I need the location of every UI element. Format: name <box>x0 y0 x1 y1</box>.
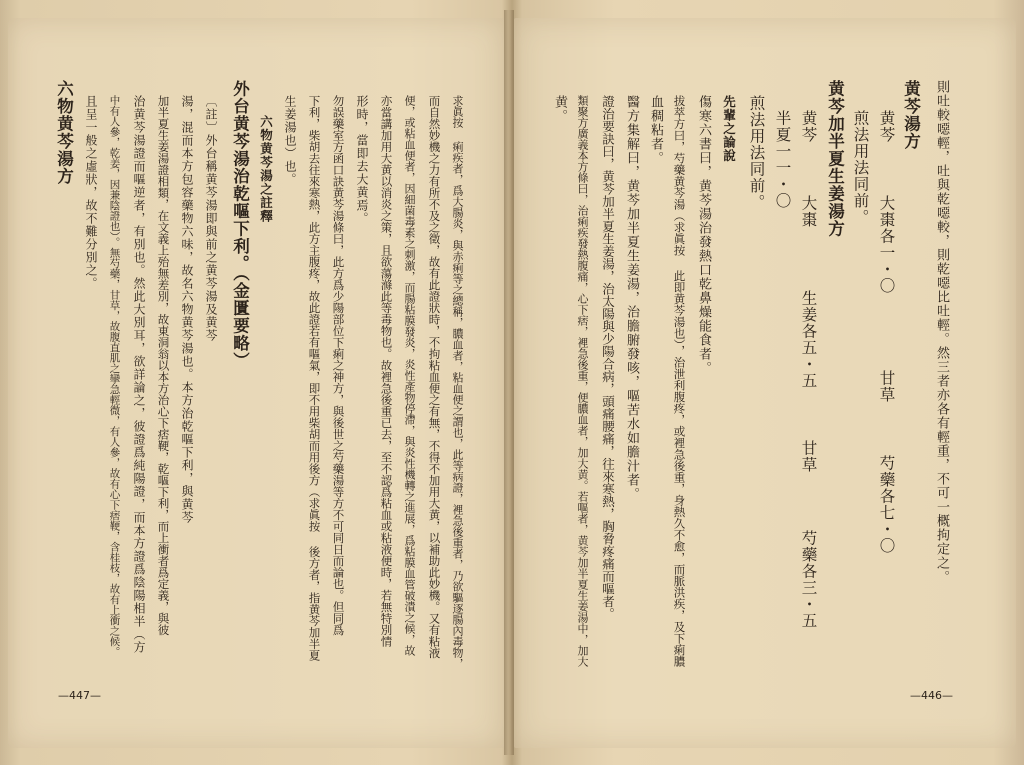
commentary-line: 生姜湯也）也。 <box>283 95 297 186</box>
formula-title-huangqin-banxia: 黄芩加半夏生姜湯方 <box>825 80 845 238</box>
page-number-left: —447— <box>58 689 101 702</box>
commentary-line: 便，或粘血便者，因細菌毒素之刺激，而腸粘膜發炎，炎性產物停滯，與炎性機轉之進展，爲粘膜血管破潰之候，故 <box>403 95 416 656</box>
commentary-line: 求眞按 痢疾者，爲大腸炎，與赤痢等之總稱，膿血者，粘血便之謂也，此等病證，裡急後重者，乃欲驅逐腸內毒物， <box>451 95 464 669</box>
ingredient: 黄芩 <box>877 110 896 143</box>
annotation-line: 湯，混而本方包容藥物六味，故名六物黄芩湯也。本方治乾嘔下利，與黄芩 <box>180 95 194 524</box>
quotation-line: 類聚方廣義本方條曰，治痢疾發熱腹痛，心下痞，裡急後重，便膿血者，加大黄。若嘔者，黄芩加半夏生姜湯中，加大 <box>576 95 589 667</box>
annotation-line: 中有人參，乾姜，因兼陰證也）。無芍藥，甘草，故腹直肌之攣急輕微，有人參，故有心下痞鞕，含桂枝，故有上衝之候。 <box>108 95 121 657</box>
commentary-line: 亦當講加用大黄以消炎之策，且欲蕩滌此等毒物也。故裡急後重已去，至不認爲粘血或粘液便時，若無特別情 <box>379 95 394 647</box>
commentary-line: 勿誤藥室方函口訣黄芩湯條曰，此方爲少陽部位下痢之神方，與後世之芍藥湯等方不可同日而論也。但同爲 <box>331 95 346 636</box>
preparation-note: 煎法用法同前。 <box>747 95 766 211</box>
quotation-line: 拔萃方曰，芍藥黄芩湯（求眞按 此即黄芩湯也），治泄利腹疼，或裡急後重，身熱久不愈，而脈洪疾，及下痢膿 <box>672 95 687 667</box>
ingredient: 大棗 <box>799 195 818 228</box>
quotation-line: 證治要訣曰，黄芩加半夏生姜湯，治太陽與少陽合病，頭痛腰痛，往來寒熱，胸脅疼痛而嘔者。 <box>600 95 616 620</box>
commentary-line: 下利，柴胡去往來寒熱，此方主腹疼，故此證若有嘔氣，即不用柴胡而用後方（求眞按 後方者，指黄芩加半夏 <box>307 95 322 661</box>
ingredient: 芍藥各七・〇 <box>877 455 896 554</box>
ingredient: 黄芩 <box>799 110 818 143</box>
commentary-line: 形時，當即去大黄焉。 <box>355 95 369 225</box>
annotation-line: 治黄芩湯證而嘔逆者，有別也。然此大別耳，欲詳論之，彼證爲純陽證，而本方證爲陰陽相半（方 <box>132 95 146 654</box>
page-number-right: —446— <box>910 689 953 702</box>
quotation-line: 醫方集解曰，黄芩加半夏生姜湯，治膽腑發咳，嘔苦水如膽汁者。 <box>624 95 639 501</box>
ingredient: 甘草 <box>877 370 896 403</box>
annotation-line: 加半夏生姜湯證相類，在文義上殆無差別，故東洞翁以本方治心下痞鞕，乾嘔下利，而上衝者爲定義，與彼 <box>156 95 171 636</box>
intro-text-column: 則吐較噁輕，吐與乾噁較，則乾噁比吐輕。然三者亦各有輕重，不可一概拘定之。 <box>934 80 949 584</box>
formula-title-huangqin-tang: 黄芩湯方 <box>901 80 921 150</box>
ingredient: 生姜各五・五 <box>799 290 818 389</box>
book-gutter <box>504 10 514 755</box>
quotation-line: 黄。 <box>552 95 567 123</box>
formula-title-waitai: 外台黄芩湯治乾嘔下利。（金匱要略） <box>230 80 250 370</box>
preparation-note: 煎法用法同前。 <box>851 110 870 226</box>
annotation-line: 且呈一般之虛狀，故不難分別之。 <box>84 95 98 290</box>
section-heading-prior-theories: 先輩之論說 <box>721 95 737 163</box>
ingredient: 芍藥各三・五 <box>799 530 818 629</box>
commentary-line: 而自然妙機之力有所不及之徵，故有此證狀時，不拘粘血便之有無，不得不加用大黄，以補助此妙機。又有粘液 <box>427 95 442 659</box>
quotation-line: 傷寒六書曰，黄芩湯治發熱口乾鼻燥能食者。 <box>696 95 711 375</box>
ingredient: 甘草 <box>799 440 818 473</box>
ingredient: 半夏一一・〇 <box>773 110 792 209</box>
ingredient: 大棗各一・〇 <box>877 195 896 294</box>
quotation-line: 血稠粘者。 <box>648 95 663 165</box>
annotation-line: 〔註〕外台稱黄芩湯即與前之黄芩湯及黄芩 <box>204 95 218 342</box>
formula-title-liuwu: 六物黄芩湯方 <box>54 80 74 185</box>
section-heading-liuwu-commentary: 六物黄芩湯之註釋 <box>258 115 274 223</box>
